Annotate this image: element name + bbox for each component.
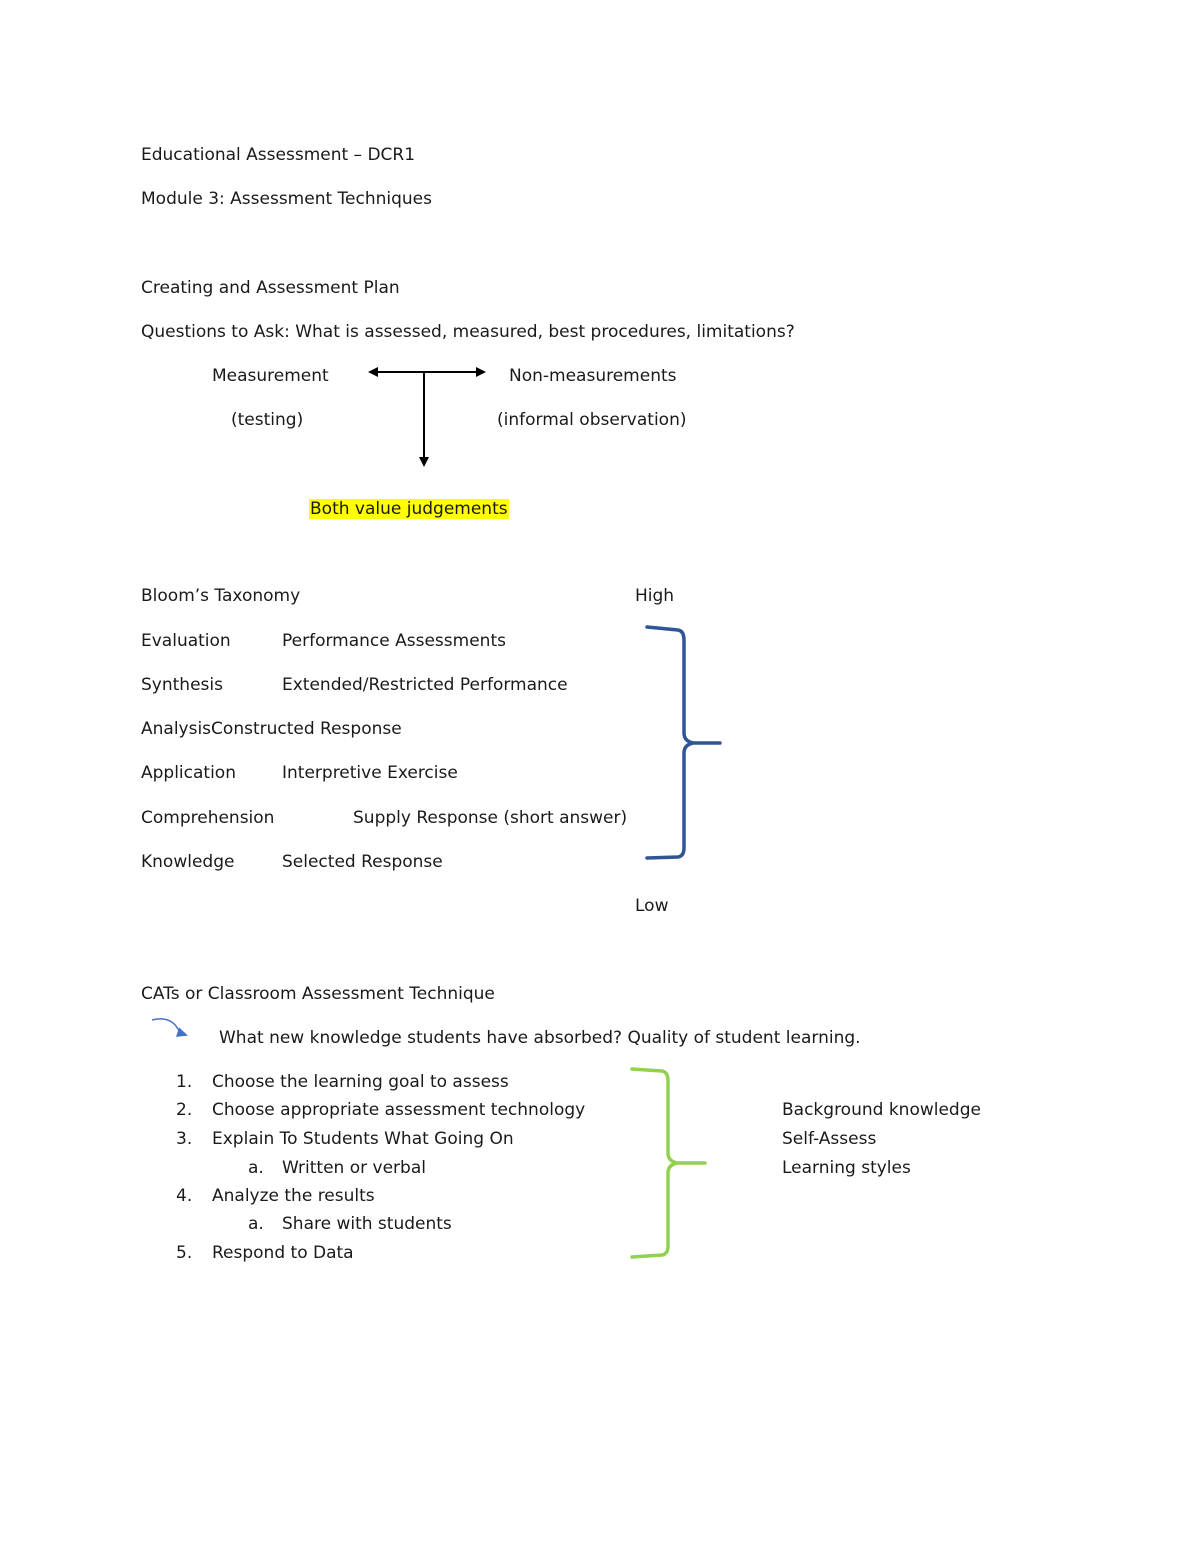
list-number: 5. bbox=[176, 1243, 193, 1263]
sublist-letter: a. bbox=[248, 1158, 264, 1178]
sublist-item: Share with students bbox=[282, 1214, 452, 1234]
cats-heading: CATs or Classroom Assessment Technique bbox=[141, 984, 495, 1004]
conclusion-text: Both value judgements bbox=[310, 499, 508, 519]
list-item: Analyze the results bbox=[212, 1186, 375, 1206]
blooms-heading: Bloom’s Taxonomy bbox=[141, 586, 301, 606]
blooms-assessment: Performance Assessments bbox=[282, 631, 506, 651]
plan-heading: Creating and Assessment Plan bbox=[141, 278, 400, 298]
list-number: 4. bbox=[176, 1186, 193, 1206]
blooms-level: Synthesis bbox=[141, 675, 223, 695]
module-title: Module 3: Assessment Techniques bbox=[141, 189, 433, 209]
curved-arrow-icon bbox=[152, 1019, 186, 1035]
green-brace-icon bbox=[632, 1069, 705, 1257]
blooms-assessment: Constructed Response bbox=[211, 719, 402, 739]
sublist-item: Written or verbal bbox=[282, 1158, 426, 1178]
side-note: Self-Assess bbox=[782, 1129, 877, 1149]
blooms-level: Evaluation bbox=[141, 631, 231, 651]
plan-questions: Questions to Ask: What is assessed, measured, best procedures, limitations? bbox=[141, 322, 795, 342]
list-item: Respond to Data bbox=[212, 1243, 354, 1263]
measurement-label: Measurement bbox=[212, 366, 329, 386]
blooms-assessment: Extended/Restricted Performance bbox=[282, 675, 568, 695]
blooms-assessment: Supply Response (short answer) bbox=[353, 808, 628, 828]
list-item: Choose the learning goal to assess bbox=[212, 1072, 509, 1092]
blooms-assessment: Selected Response bbox=[282, 852, 443, 872]
blooms-assessment: Interpretive Exercise bbox=[282, 763, 458, 783]
low-label: Low bbox=[635, 896, 669, 916]
blue-brace-icon bbox=[647, 627, 720, 858]
side-note: Background knowledge bbox=[782, 1100, 981, 1120]
list-item: Explain To Students What Going On bbox=[212, 1129, 514, 1149]
blooms-level: Knowledge bbox=[141, 852, 235, 872]
list-number: 2. bbox=[176, 1100, 193, 1120]
sublist-letter: a. bbox=[248, 1214, 264, 1234]
blooms-level: Analysis bbox=[141, 719, 212, 739]
list-number: 1. bbox=[176, 1072, 193, 1092]
non-measurement-label: Non-measurements bbox=[509, 366, 677, 386]
non-measurement-sub-label: (informal observation) bbox=[497, 410, 687, 430]
high-label: High bbox=[635, 586, 675, 606]
side-note: Learning styles bbox=[782, 1158, 911, 1178]
cats-note: What new knowledge students have absorbed? Quality of student learning. bbox=[219, 1028, 861, 1048]
blooms-level: Application bbox=[141, 763, 236, 783]
list-number: 3. bbox=[176, 1129, 193, 1149]
measurement-sub-label: (testing) bbox=[231, 410, 304, 430]
list-item: Choose appropriate assessment technology bbox=[212, 1100, 586, 1120]
blooms-level: Comprehension bbox=[141, 808, 275, 828]
document-title: Educational Assessment – DCR1 bbox=[141, 145, 416, 165]
